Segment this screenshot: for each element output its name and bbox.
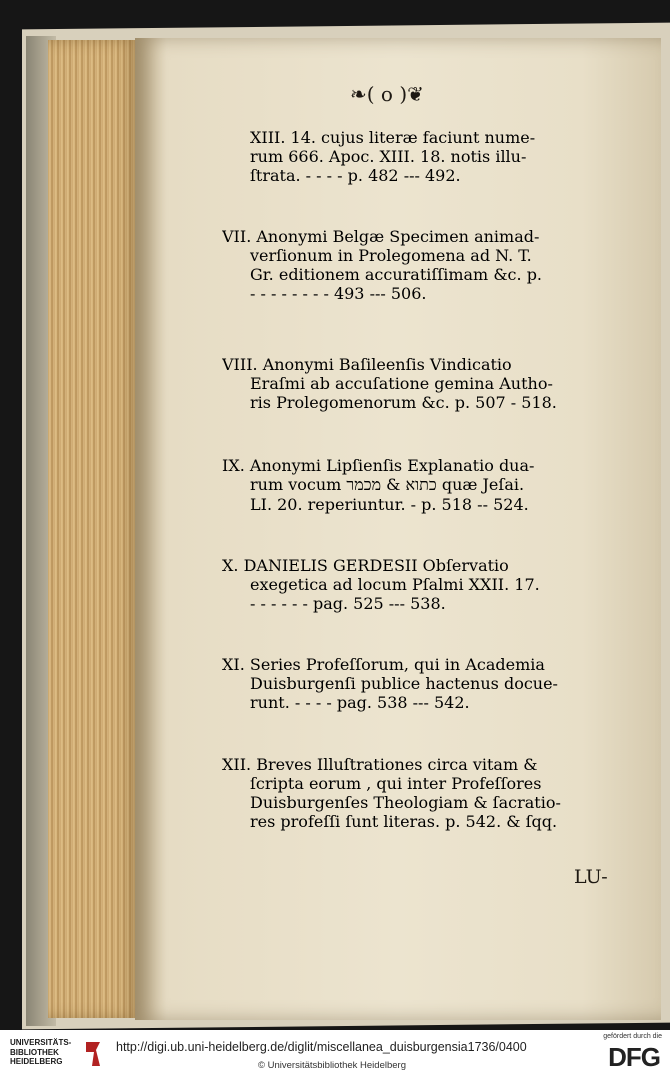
toc-line: XII. Breves Illuſtrationes circa vitam & — [222, 755, 538, 774]
toc-line: LI. 20. reperiuntur. - p. 518 -- 524. — [250, 495, 529, 514]
toc-line: - - - - - - pag. 525 --- 538. — [250, 594, 446, 613]
toc-entry — [222, 355, 636, 412]
library-logo — [10, 1038, 106, 1070]
dfg-logo: DFG — [608, 1042, 660, 1072]
toc-line: VIII. Anonymi Baſileenſis Vindicatio — [222, 355, 512, 374]
toc-line: Gr. editionem accuratiſſimam &c. p. — [250, 265, 543, 284]
toc-line: Eraſmi ab accuſatione gemina Autho- — [250, 374, 553, 393]
library-mark-icon — [82, 1040, 104, 1068]
toc-line: exegetica ad locum Pſalmi XXII. 17. — [250, 575, 540, 594]
toc-line: Duisburgenſes Theologiam & ſacratio- — [250, 793, 561, 812]
toc-line: runt. - - - - pag. 538 --- 542. — [250, 693, 470, 712]
toc-line: ſtrata. - - - - p. 482 --- 492. — [250, 166, 461, 185]
toc-entry — [222, 456, 636, 514]
viewer-footer — [0, 1030, 670, 1077]
toc-entry — [222, 655, 636, 712]
toc-line: Duisburgenſi publice hactenus docue- — [250, 674, 558, 693]
toc-entry — [222, 556, 636, 613]
toc-line: rum 666. Apoc. XIII. 18. notis illu- — [250, 147, 527, 166]
toc-line: res profeſſi ſunt literas. p. 542. & ſqq. — [250, 812, 558, 831]
toc-line: XI. Series Profeſſorum, qui in Academia — [222, 655, 545, 674]
page-edges — [48, 40, 140, 1018]
library-name-line: HEIDELBERG — [10, 1057, 63, 1066]
toc-line: rum vocum כתוא & מכמר quæ Jeſai. — [250, 475, 525, 494]
funding-label: gefördert durch die — [603, 1033, 662, 1040]
toc-entry — [222, 128, 636, 185]
toc-line: VII. Anonymi Belgæ Specimen animad- — [222, 227, 540, 246]
toc-line: IX. Anonymi Lipſienſis Explanatio dua- — [222, 456, 535, 475]
toc-line: XIII. 14. cujus literæ faciunt nume- — [250, 128, 536, 147]
toc-line: - - - - - - - - 493 --- 506. — [250, 284, 427, 303]
page-url-link[interactable]: http://digi.ub.uni-heidelberg.de/diglit/miscellanea_duisburgensia1736/0400 — [116, 1040, 527, 1054]
toc-line: verſionum in Prolegomena ad N. T. — [250, 246, 532, 265]
toc-line: ſcripta eorum , qui inter Profeſſores — [250, 774, 542, 793]
toc-line: ris Prolegomenorum &c. p. 507 - 518. — [250, 393, 557, 412]
copyright-text: © Universitätsbibliothek Heidelberg — [258, 1060, 406, 1071]
toc-entry — [222, 227, 636, 303]
library-name-line: BIBLIOTHEK — [10, 1047, 59, 1057]
page-header-ornament: ❧( o )❦ — [350, 82, 424, 106]
library-name-line: UNIVERSITÄTS- — [10, 1038, 72, 1047]
catchword: LU- — [574, 866, 608, 888]
toc-line: X. DANIELIS GERDESII Obſervatio — [222, 556, 509, 575]
toc-entry — [222, 755, 636, 831]
